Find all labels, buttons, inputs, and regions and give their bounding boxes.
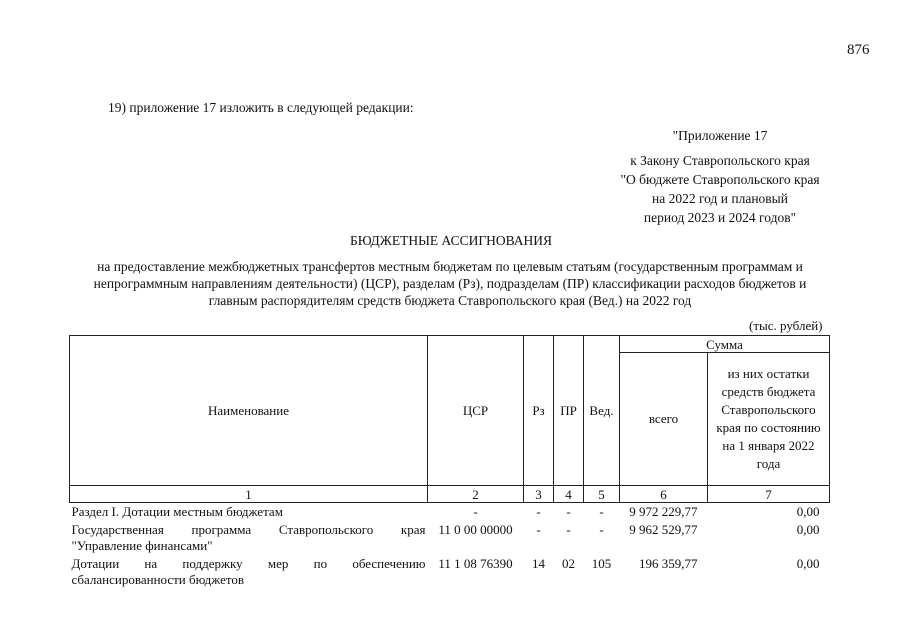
appendix-line: к Закону Ставропольского края [630,153,810,168]
header-remainder: из них остатки средств бюджета Ставропольского края по состоянию на 1 января 2022 года [708,353,830,486]
column-number: 3 [524,486,554,503]
document-title: БЮДЖЕТНЫЕ АССИГНОВАНИЯ [349,233,553,248]
document-subtitle: на предоставление межбюджетных трансфертов местным бюджетам по целевым статьям (государственным программам и непрограммным направлениям деятельности) (ЦСР), разделам (Рз), подразделам (ПР) классификации расходов бюджетов и главным распорядителям средств бюджета Ставропольского края (Вед.) на 2022 год [93,259,807,308]
header-rz: Рз [524,336,554,486]
column-number: 7 [708,486,830,503]
row-remainder: 0,00 [796,522,820,537]
column-number: 5 [584,486,620,503]
row-remainder: 0,00 [796,556,820,571]
row-name: Дотации на поддержку мер по обеспечению сбалансированности бюджетов [71,556,426,587]
row-rz: - [536,504,541,519]
row-total: 9 972 229,77 [629,504,698,519]
row-remainder: 0,00 [796,504,820,519]
row-ved: - [599,504,604,519]
appendix-title: "Приложение 17 [672,128,768,143]
column-number: 2 [428,486,524,503]
header-total: всего [620,353,708,486]
header-ved: Вед. [584,336,620,486]
appendix-reference [600,151,840,227]
appendix-line: на 2022 год и плановый [652,191,788,206]
table-row [70,555,830,589]
header-sum: Сумма [620,336,830,353]
row-csr: 11 0 00 00000 [438,522,513,537]
row-csr: - [473,504,478,519]
row-name: Государственная программа Ставропольского края "Управление финансами" [71,522,426,553]
row-rz: 14 [532,556,545,571]
header-name: Наименование [70,336,428,486]
appendix-line: период 2023 и 2024 годов" [643,210,797,225]
row-csr: 11 1 08 76390 [438,556,513,571]
units-label: (тыс. рублей) [749,318,823,333]
row-rz: - [536,522,541,537]
row-total: 196 359,77 [639,556,698,571]
row-ved: - [599,522,604,537]
row-pr: - [566,504,571,519]
table-row [70,521,830,555]
row-pr: - [566,522,571,537]
page-number: 876 [847,42,870,58]
row-total: 9 962 529,77 [629,522,698,537]
row-pr: 02 [562,556,575,571]
header-csr: ЦСР [428,336,524,486]
column-number: 6 [620,486,708,503]
budget-table [69,335,830,589]
row-name: Раздел I. Дотации местным бюджетам [71,504,283,519]
column-number: 1 [70,486,428,503]
row-ved: 105 [591,556,612,571]
column-number: 4 [554,486,584,503]
appendix-line: "О бюджете Ставропольского края [620,172,820,187]
table-row [70,503,830,522]
header-pr: ПР [554,336,584,486]
intro-text: 19) приложение 17 изложить в следующей редакции: [108,100,414,115]
